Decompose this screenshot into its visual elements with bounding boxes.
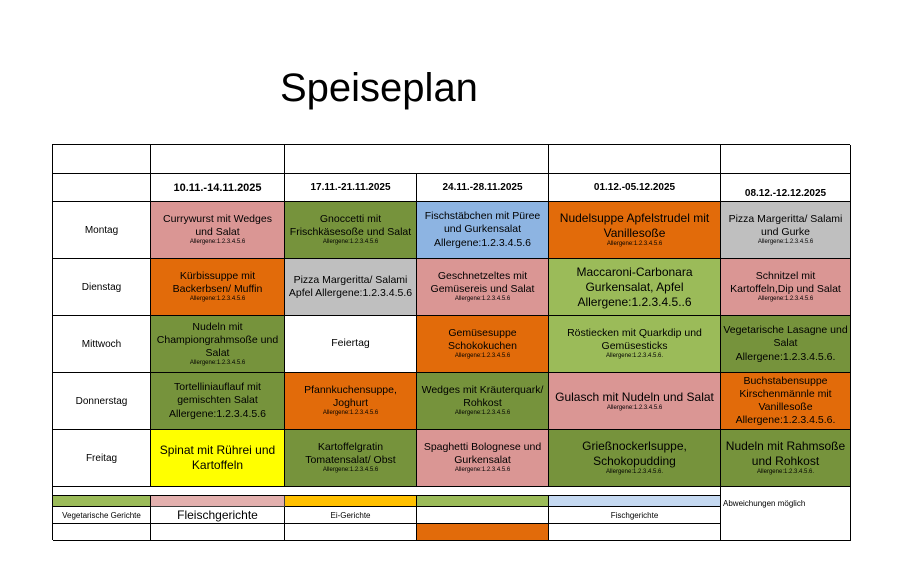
legend-label-egg: Ei-Gerichte: [285, 507, 417, 524]
meal-allergens: Allergene:1.2.3.4.5.6: [757, 239, 814, 246]
meal-allergens: Allergene:1.2.3.4.5.6: [606, 241, 663, 248]
day-label: Freitag: [53, 430, 151, 487]
meal-cell: [549, 430, 721, 487]
meal-text: Gemüsesuppe Schokokuchen: [448, 327, 517, 353]
legend-swatch-meat: [151, 496, 285, 507]
meal-text: Kürbissuppe mit Backerbsen/ Muffin: [172, 270, 263, 296]
menu-table: [52, 144, 850, 540]
week-header: 08.12.-12.12.2025: [721, 174, 851, 202]
empty-cell: [549, 145, 721, 174]
meal-cell: [151, 202, 285, 259]
meal-cell: [721, 202, 851, 259]
legend-swatch-green: [417, 496, 549, 507]
meal-text: Maccaroni-Carbonara Gurkensalat, Apfel Allergene:1.2.3.4.5..6: [576, 264, 693, 309]
meal-cell: [151, 259, 285, 316]
meal-cell: [285, 259, 417, 316]
day-label: Dienstag: [53, 259, 151, 316]
meal-text: Currywurst mit Wedges und Salat: [163, 213, 272, 239]
meal-allergens: Allergene:1.2.3.4.5.6: [189, 239, 246, 246]
meal-cell: [721, 259, 851, 316]
meal-allergens: Allergene:1.2.3.4.5.6: [322, 467, 379, 474]
meal-allergens: Allergene:1.2.3.4.5.6.: [605, 469, 664, 476]
week-header: 01.12.-05.12.2025: [549, 174, 721, 202]
meal-cell: [549, 202, 721, 259]
empty-cell: [151, 145, 285, 174]
empty-cell: [53, 174, 151, 202]
meal-text: Nudeln mit Championgrahmsoße und Salat: [156, 320, 279, 359]
meal-cell: [417, 373, 549, 430]
meal-allergens: Allergene:1.2.3.4.5.6: [322, 239, 379, 246]
meal-text: Pizza Margeritta/ Salami Apfel Allergene:1.2.3.4.5.6: [288, 273, 413, 299]
empty-cell: [151, 524, 285, 541]
meal-text: Spaghetti Bolognese und Gurkensalat: [423, 441, 542, 467]
meal-text: Buchstabensuppe Kirschenmännle mit Vanillesoße Allergene:1.2.3.4.5.6.: [735, 374, 836, 427]
meal-cell: [549, 373, 721, 430]
meal-cell: [721, 373, 851, 430]
empty-cell: [53, 145, 151, 174]
empty-cell: [549, 524, 721, 541]
day-label: Donnerstag: [53, 373, 151, 430]
note-cell: [721, 487, 851, 541]
legend-swatch-fish: [549, 496, 721, 507]
meal-allergens: Allergene:1.2.3.4.5.6: [757, 296, 814, 303]
empty-cell: [417, 507, 549, 524]
meal-cell: [721, 316, 851, 373]
meal-allergens: Allergene:1.2.3.4.5.6: [189, 359, 246, 366]
note-text: Abweichungen möglich: [723, 499, 806, 508]
meal-text: Kartoffelgratin Tomatensalat/ Obst: [305, 441, 396, 467]
meal-cell: [417, 259, 549, 316]
meal-cell: [549, 316, 721, 373]
meal-cell: [721, 430, 851, 487]
week-header: 24.11.-28.11.2025: [417, 174, 549, 202]
meal-text: Wedges mit Kräuterquark/ Rohkost: [421, 384, 544, 410]
meal-allergens: Allergene:1.2.3.4.5.6: [454, 467, 511, 474]
meal-allergens: Allergene:1.2.3.4.5.6.: [756, 469, 815, 476]
meal-text: Vegetarische Lasagne und Salat Allergene:1.2.3.4.5.6.: [723, 324, 848, 363]
meal-cell: [549, 259, 721, 316]
page-title: Speiseplan: [280, 66, 478, 110]
empty-cell: [53, 524, 151, 541]
spacer-cell: [53, 487, 721, 496]
legend-swatch-egg: [285, 496, 417, 507]
meal-cell: [417, 316, 549, 373]
meal-text: Nudeln mit Rahmsoße und Rohkost: [725, 439, 846, 469]
meal-text: Pizza Margeritta/ Salami und Gurke: [728, 213, 843, 239]
week-header: 17.11.-21.11.2025: [285, 174, 417, 202]
meal-text: Schnitzel mit Kartoffeln,Dip und Salat: [730, 270, 841, 296]
empty-cell: [285, 145, 549, 174]
legend-label-vegetarian: Vegetarische Gerichte: [53, 507, 151, 524]
legend-label-meat: Fleischgerichte: [151, 507, 285, 524]
meal-cell: [285, 373, 417, 430]
meal-text: Pfannkuchensuppe, Joghurt: [304, 384, 397, 410]
meal-cell: [285, 202, 417, 259]
meal-allergens: Allergene:1.2.3.4.5.6: [606, 404, 663, 411]
day-label: Mittwoch: [53, 316, 151, 373]
day-label: Montag: [53, 202, 151, 259]
meal-cell: [285, 430, 417, 487]
meal-cell: [151, 373, 285, 430]
meal-text: Grießnockerlsuppe, Schokopudding: [582, 439, 687, 469]
meal-allergens: Allergene:1.2.3.4.5.6: [322, 410, 379, 417]
meal-allergens: Allergene:1.2.3.4.5.6: [454, 353, 511, 360]
meal-text: Spinat mit Rührei und Kartoffeln: [159, 443, 276, 472]
meal-text: Gnoccetti mit Frischkäsesoße und Salat: [289, 213, 412, 239]
meal-text: Röstiecken mit Quarkdip und Gemüsesticks: [567, 327, 702, 353]
meal-allergens: Allergene:1.2.3.4.5.6.: [605, 353, 664, 360]
meal-text: Gulasch mit Nudeln und Salat: [555, 389, 714, 404]
week-header: 10.11.-14.11.2025: [151, 174, 285, 202]
meal-cell: [285, 316, 417, 373]
meal-cell: [417, 202, 549, 259]
meal-allergens: Allergene:1.2.3.4.5.6: [454, 410, 511, 417]
meal-text: Nudelsuppe Apfelstrudel mit Vanillesoße: [559, 211, 710, 241]
empty-cell: [721, 145, 851, 174]
legend-label-fish: Fischgerichte: [549, 507, 721, 524]
meal-allergens: Allergene:1.2.3.4.5.6: [454, 296, 511, 303]
meal-cell: [417, 430, 549, 487]
meal-text: Fischstäbchen mit Püree und Gurkensalat Allergene:1.2.3.4.5.6: [424, 210, 541, 249]
meal-allergens: Allergene:1.2.3.4.5.6: [189, 296, 246, 303]
legend-swatch-orange: [417, 524, 549, 541]
meal-cell: [151, 316, 285, 373]
legend-swatch-vegetarian: [53, 496, 151, 507]
empty-cell: [285, 524, 417, 541]
meal-text: Tortelliniauflauf mit gemischten Salat Allergene:1.2.3.4.5.6: [169, 381, 266, 420]
meal-cell: [151, 430, 285, 487]
meal-text: Geschnetzeltes mit Gemüsereis und Salat: [430, 270, 535, 296]
meal-text: Feiertag: [331, 337, 370, 350]
